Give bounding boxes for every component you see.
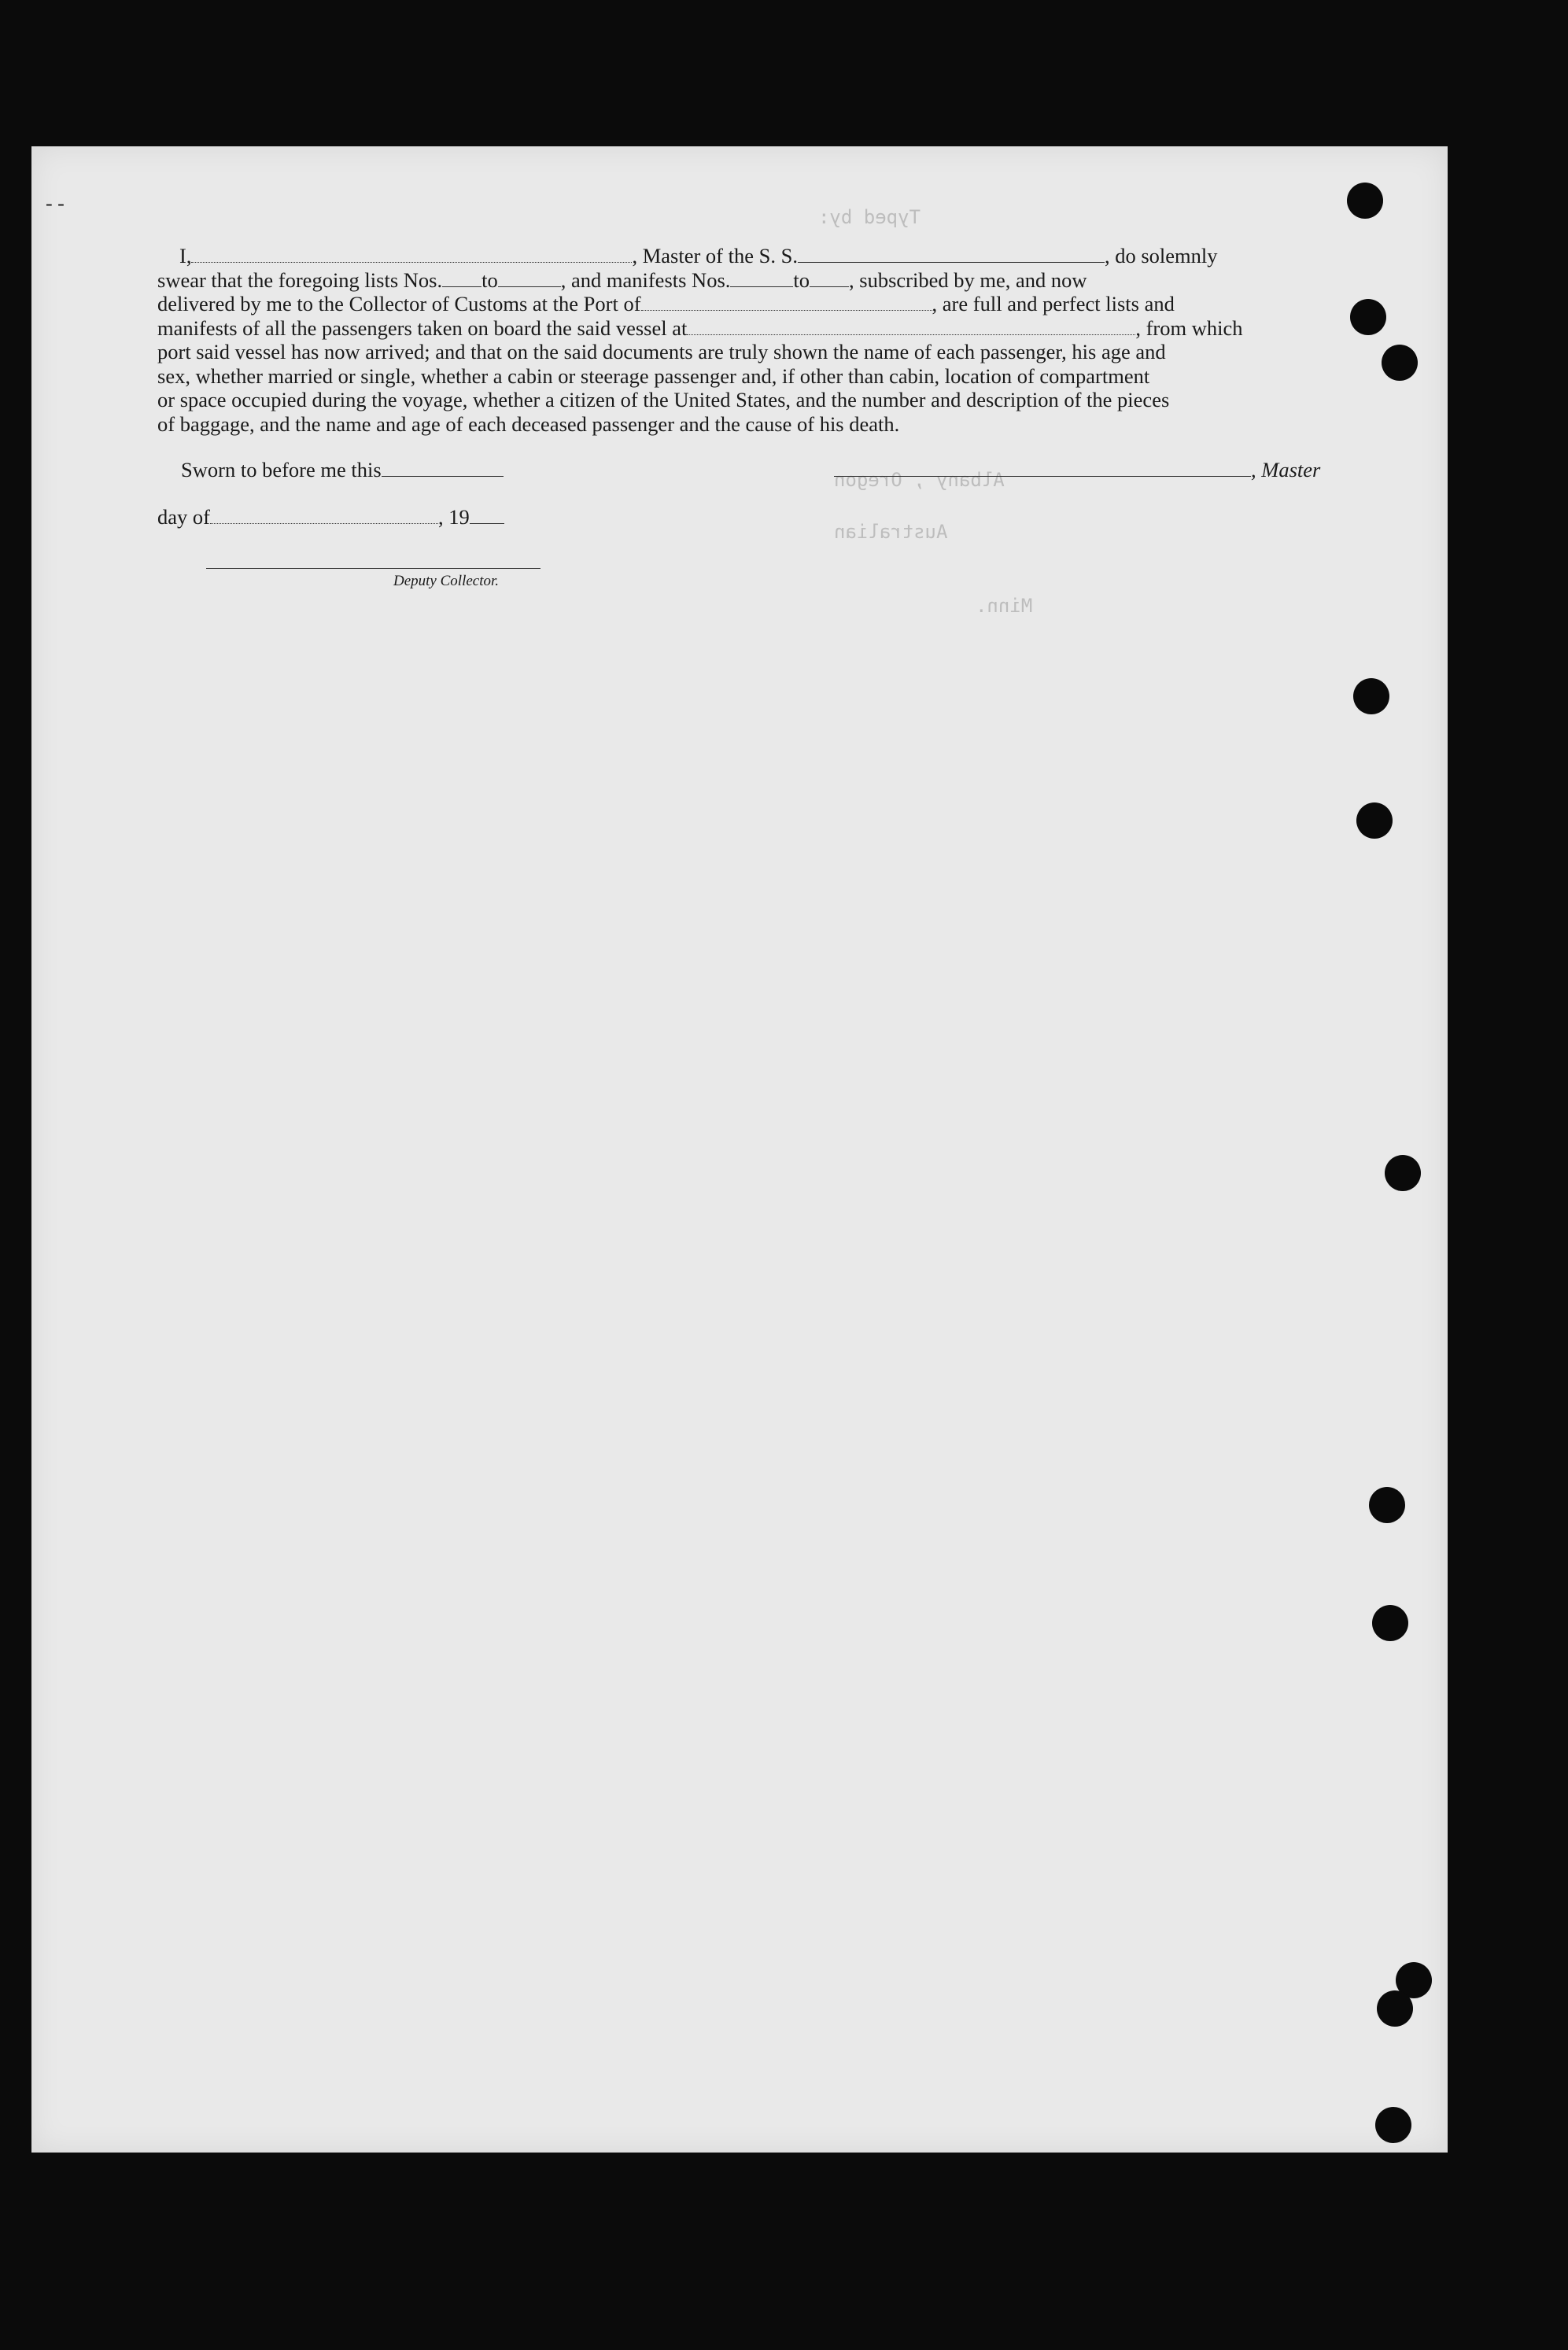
punch-hole: [1385, 1155, 1421, 1191]
punch-hole: [1347, 183, 1383, 219]
port-blank[interactable]: [641, 293, 932, 311]
master-name-blank[interactable]: [191, 245, 632, 263]
oath-line-2: swear that the foregoing lists Nos. to , and manifests Nos. to , subscribed by me, and now: [157, 267, 1087, 292]
punch-hole: [1375, 2107, 1411, 2143]
punch-hole: [1356, 802, 1393, 839]
sworn-line: Sworn to before me this: [181, 458, 504, 482]
deputy-signature-line[interactable]: [206, 568, 540, 569]
oath-line-1: I, , Master of the S. S. , do solemnly: [179, 244, 1218, 267]
bleed-through-text: Minn.: [976, 595, 1033, 617]
punch-hole: [1377, 1990, 1413, 2027]
ship-name-blank[interactable]: [798, 245, 1105, 263]
embarkation-blank[interactable]: [687, 317, 1135, 335]
oath-line-8: of baggage, and the name and age of each deceased passenger and the cause of his death.: [157, 411, 900, 436]
sworn-day-blank[interactable]: [382, 459, 504, 477]
bleed-through-text: Australian: [834, 521, 948, 543]
oath-line-6: sex, whether married or single, whether a cabin or steerage passenger and, if other than cabin, location of compartment: [157, 363, 1150, 388]
bleed-through-text: Albany , Oregon: [834, 469, 1005, 491]
year-blank[interactable]: [470, 506, 504, 524]
oath-line-7: or space occupied during the voyage, whether a citizen of the United States, and the number and description of the pieces: [157, 388, 1170, 411]
master-signature-blank[interactable]: [834, 459, 1251, 477]
document-page: [31, 146, 1448, 2153]
day-of-line: day of , 19: [157, 505, 504, 529]
manifest-from-blank[interactable]: [730, 269, 793, 287]
deputy-collector-label: Deputy Collector.: [393, 573, 500, 589]
bleed-through-text: Typed by:: [818, 206, 921, 228]
punch-hole: [1353, 678, 1389, 714]
punch-hole: [1372, 1605, 1408, 1641]
oath-line-5: port said vessel has now arrived; and that on the said documents are truly shown the name of each passenger, his age and: [157, 340, 1166, 363]
list-from-blank[interactable]: [442, 269, 481, 287]
month-blank[interactable]: [210, 506, 438, 524]
punch-hole: [1382, 345, 1418, 381]
oath-line-4: manifests of all the passengers taken on board the said vessel at , from which: [157, 315, 1243, 340]
punch-hole: [1350, 299, 1386, 335]
oath-paragraph: [157, 244, 1322, 436]
punch-hole: [1369, 1487, 1405, 1523]
master-signature-line: , Master: [834, 458, 1320, 482]
list-to-blank[interactable]: [498, 269, 561, 287]
manifest-to-blank[interactable]: [810, 269, 849, 287]
oath-line-3: delivered by me to the Collector of Customs at the Port of , are full and perfect lists and: [157, 292, 1175, 315]
page-mark: - -: [46, 192, 65, 215]
